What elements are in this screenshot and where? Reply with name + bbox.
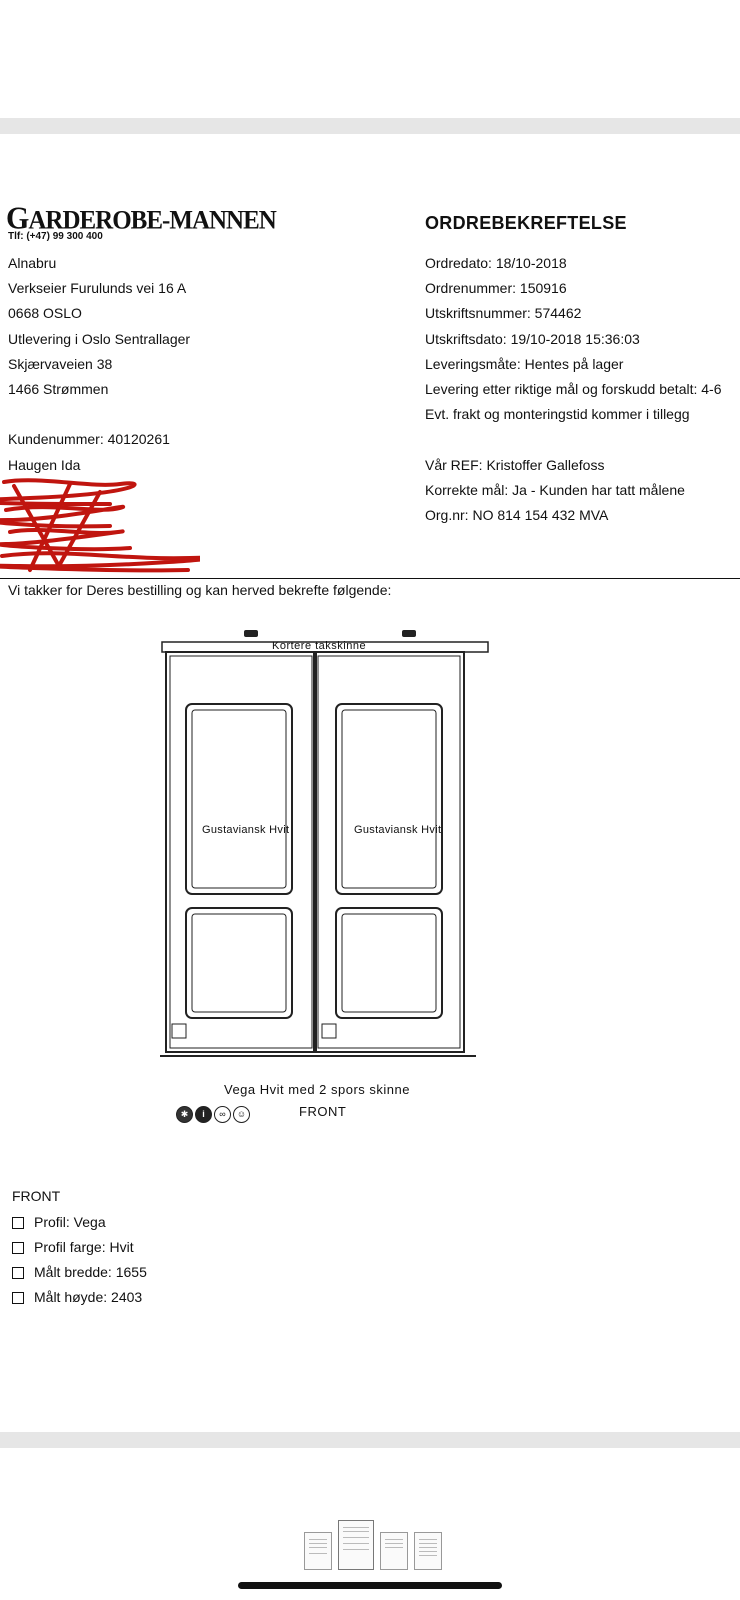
measurements-status: Korrekte mål: Ja - Kunden har tatt målene [425,481,685,498]
customer-number: Kundenummer: 40120261 [8,431,170,448]
address-line: Utlevering i Oslo Sentrallager [8,330,191,347]
spacer [425,427,722,452]
face-icon: ☺ [233,1106,250,1123]
spec-item [12,1260,147,1285]
page-separator-bottom [0,1432,740,1448]
spec-label: Målt høyde: 2403 [34,1289,143,1305]
address-block [8,251,190,478]
address-line [8,402,190,427]
door-right-label: Gustaviansk Hvit [354,824,442,836]
document-page [0,134,740,1432]
page-thumbnail[interactable] [380,1532,408,1570]
spec-item [12,1210,147,1235]
document-title: ORDREBEKREFTELSE [425,213,627,233]
spec-item [12,1285,147,1310]
freight-note: Evt. frakt og monteringstid kommer i tillegg [425,406,690,423]
address-line: Alnabru [8,255,57,271]
order-number: Ordrenummer: 150916 [425,280,567,297]
view-label: FRONT [299,1104,347,1119]
print-date: Utskriftsdato: 19/10-2018 15:36:03 [425,330,640,347]
top-rail-label: Kortere takskinne [272,640,367,652]
org-number: Org.nr: NO 814 154 432 MVA [425,507,609,524]
customer-name: Haugen Ida [8,456,81,473]
page-separator-top [0,118,740,134]
delivery-method: Leveringsmåte: Hentes på lager [425,355,624,372]
order-info [425,251,722,528]
thanks-message: Vi takker for Deres bestilling og kan herved bekrefte følgende: [8,582,392,598]
delivery-terms: Levering etter riktige mål og forskudd betalt: 4-6 [425,381,722,398]
spec-label: Profil farge: Hvit [34,1239,134,1255]
wardrobe-door-drawing [160,612,490,1092]
rail-caption: Vega Hvit med 2 spors skinne [224,1082,410,1097]
gear-icon: ✱ [176,1106,193,1123]
drawing-icons [176,1106,250,1123]
checkbox[interactable] [12,1267,24,1279]
our-reference: Vår REF: Kristoffer Gallefoss [425,456,605,473]
section-divider [0,578,740,579]
page-thumbnail[interactable] [414,1532,442,1570]
spec-label: Profil: Vega [34,1214,106,1230]
print-number: Utskriftsnummer: 574462 [425,305,582,322]
checkbox[interactable] [12,1292,24,1304]
address-line: Skjærvaveien 38 [8,355,113,372]
spec-heading: FRONT [12,1188,61,1204]
spec-list [12,1210,147,1310]
company-logo: GARDEROBE-MANNEN [6,201,276,236]
redaction-scribble [0,474,200,574]
home-indicator[interactable] [238,1582,502,1589]
address-line: 0668 OSLO [8,305,82,322]
checkbox[interactable] [12,1217,24,1229]
info-icon: i [195,1106,212,1123]
order-date: Ordredato: 18/10-2018 [425,255,567,271]
page-thumbnail[interactable] [304,1532,332,1570]
address-line: Verkseier Furulunds vei 16 A [8,280,187,297]
door-left-label: Gustaviansk Hvit [202,824,290,836]
checkbox[interactable] [12,1242,24,1254]
page-thumbnail-current[interactable] [338,1520,374,1570]
link-icon: ∞ [214,1106,231,1123]
address-line: 1466 Strømmen [8,381,109,398]
spec-item [12,1235,147,1260]
page-thumbnails [304,1520,442,1570]
company-phone: Tlf: (+47) 99 300 400 [8,231,103,242]
spec-label: Målt bredde: 1655 [34,1264,147,1280]
